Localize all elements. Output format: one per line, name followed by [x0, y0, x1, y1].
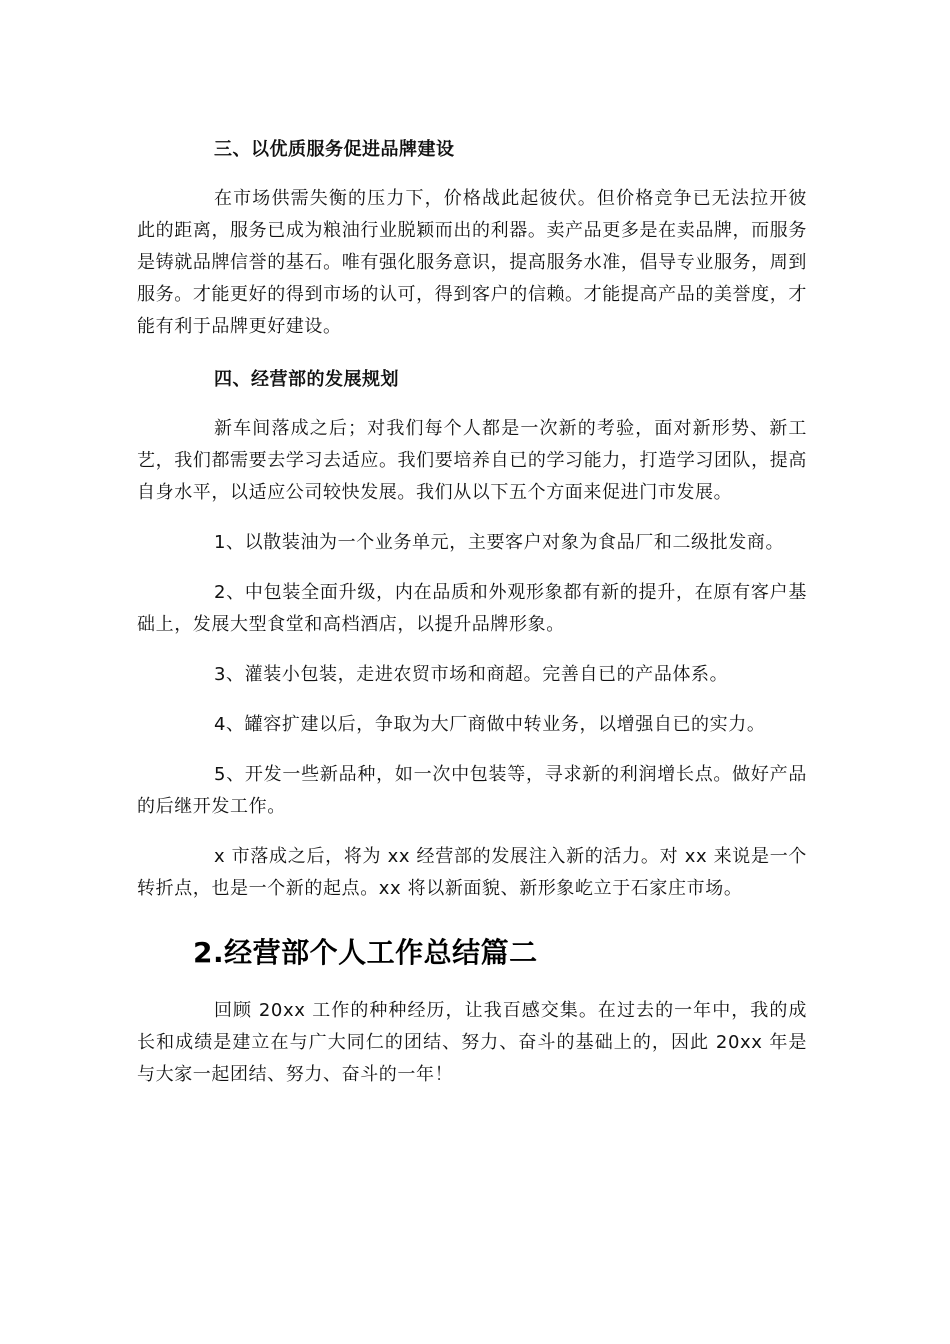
- section-3-paragraph: 在市场供需失衡的压力下，价格战此起彼伏。但价格竞争已无法拉开彼此的距离，服务已成为粮油行业脱颖而出的利器。卖产品更多是在卖品牌，而服务是铸就品牌信誉的基石。唯有强化服务意识，提高服务水准，倡导专业服务，周到服务。才能更好的得到市场的认可，得到客户的信赖。才能提高产品的美誉度，才能有利于品牌更好建设。: [137, 188, 807, 337]
- section-title: 2.经营部个人工作总结篇二: [193, 936, 538, 969]
- plan-item: 3、灌装小包装，走进农贸市场和商超。完善自已的产品体系。: [214, 664, 729, 685]
- plan-item: 2、中包装全面升级，内在品质和外观形象都有新的提升，在原有客户基础上，发展大型食堂和高档酒店，以提升品牌形象。: [137, 582, 807, 635]
- section-2-paragraph: 回顾 20xx 工作的种种经历，让我百感交集。在过去的一年中，我的成长和成绩是建立在与广大同仁的团结、努力、奋斗的基础上的，因此 20xx 年是与大家一起团结、努力、奋斗的一年！: [137, 1000, 807, 1085]
- closing-paragraph: x 市落成之后，将为 xx 经营部的发展注入新的活力。对 xx 来说是一个转折点，也是一个新的起点。xx 将以新面貌、新形象屹立于石家庄市场。: [137, 846, 807, 899]
- document-body: [137, 135, 807, 1091]
- plan-item: 4、罐容扩建以后，争取为大厂商做中转业务，以增强自已的实力。: [214, 714, 766, 735]
- section-heading-4: 四、经营部的发展规划: [214, 369, 399, 390]
- plan-item: 1、以散装油为一个业务单元，主要客户对象为食品厂和二级批发商。: [214, 532, 785, 553]
- section-heading-3: 三、以优质服务促进品牌建设: [214, 139, 455, 160]
- section-4-intro-paragraph: 新车间落成之后；对我们每个人都是一次新的考验，面对新形势、新工艺，我们都需要去学习去适应。我们要培养自已的学习能力，打造学习团队，提高自身水平，以适应公司较快发展。我们从以下五个方面来促进门市发展。: [137, 418, 807, 503]
- plan-item: 5、开发一些新品种，如一次中包装等，寻求新的利润增长点。做好产品的后继开发工作。: [137, 764, 807, 817]
